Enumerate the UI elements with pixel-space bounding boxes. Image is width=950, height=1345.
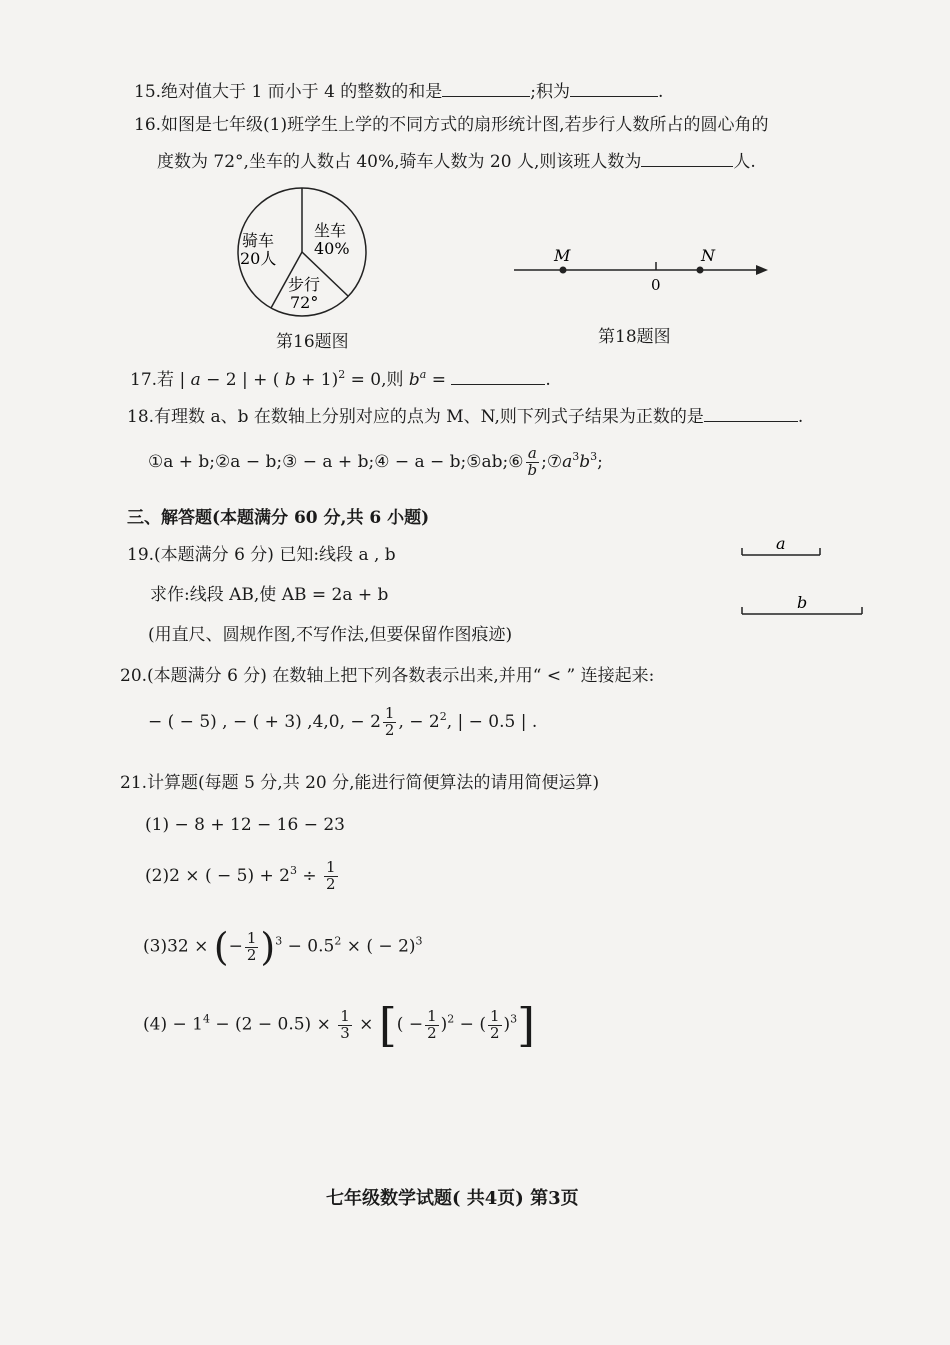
q18-end: . (797, 407, 804, 427)
figure-16-caption: 第16题图 (276, 332, 349, 352)
q18-fraction-a-over-b: $\frac{a}{b}$ (527, 444, 538, 479)
question-18 (127, 405, 803, 427)
q17-end: . (545, 370, 551, 390)
point-m (560, 267, 567, 274)
q20-nums-pre: − ( − 5) , − ( + 3) ,4,0, − 2 (148, 711, 381, 732)
label-zero: 0 (651, 276, 661, 294)
numberline-arrow (756, 265, 768, 275)
q17-prefix: 17.若 (130, 370, 175, 390)
q20-nums-post-a: , − 2 (398, 711, 440, 732)
page-footer: 七年级数学试题( 共4页) 第3页 (326, 1188, 579, 1209)
q17-eq: = 0,则 (350, 370, 404, 390)
q18-options: ①a + b;②a − b;③ − a + b;④ − a − b;⑤ab;⑥ $\frac{a}{b}$ $;⑦a^3b^3$; (148, 444, 603, 479)
q16-text: 度数为 72°,坐车的人数占 40%,骑车人数为 20 人,则该班人数为 (157, 152, 642, 172)
q18-text: 18.有理数 a、b 在数轴上分别对应的点为 M、N,则下列式子结果为正数的是 (127, 407, 704, 427)
pie-value-bike: 20人 (240, 249, 277, 268)
q18-blank[interactable] (704, 405, 798, 422)
question-20-numbers: − ( − 5) , − ( + 3) ,4,0, − 2 $\frac{1}{2}$ , − $2^2$, | − 0.5 | . (148, 704, 538, 739)
segment-a-label: a (776, 534, 786, 553)
question-19-line1: 19.(本题满分 6 分) 已知:线段 a , b (127, 545, 396, 565)
question-19-line3: (用直尺、圆规作图,不写作法,但要保留作图痕迹) (148, 625, 513, 645)
question-19-line2: 求作:线段 AB,使 AB = 2a + b (150, 585, 389, 605)
question-16-line2 (157, 150, 756, 172)
q21-p2-mid: ÷ (296, 865, 323, 886)
point-n (697, 267, 704, 274)
q15-end: . (658, 82, 664, 102)
q21-p3-open-paren: ( (213, 925, 229, 969)
q21-part-4: $(4) - 1^4 - (2 - 0.5)$ × $\frac{1}{3}$ × [( − $\frac{1}{2}$ )$^2$ − ( $\frac{1}{2}$ )$^3$] (143, 998, 536, 1052)
q21-p4-mid: − (2 − 0.5) × (209, 1014, 337, 1035)
pie-label-car: 坐车 (314, 221, 347, 240)
pie-figure (232, 184, 382, 324)
q21-p3-fraction: $\frac{1}{2}$ (246, 928, 257, 964)
q21-p4-pre: (4) − 1 (143, 1014, 203, 1035)
figure-18-caption: 第18题图 (598, 327, 671, 347)
pie-label-bike: 骑车 (242, 231, 275, 250)
q18-option-3: ③ − a + b; (282, 451, 375, 472)
q20-nums-post-b: , | − 0.5 | . (446, 711, 538, 732)
q21-p3-post: − 0.5 (282, 936, 335, 957)
q21-part-1: (1) − 8 + 12 − 16 − 23 (145, 815, 345, 835)
q21-p3-pre: (3)32 × (143, 936, 209, 957)
section-3-heading: 三、解答题(本题满分 60 分,共 6 小题) (127, 508, 430, 528)
q15-text: 15.绝对值大于 1 而小于 4 的整数的和是 (134, 82, 443, 102)
question-15 (134, 80, 663, 102)
q21-p2-fraction: $\frac{1}{2}$ (326, 858, 336, 893)
question-20-line1: 20.(本题满分 6 分) 在数轴上把下列各数表示出来,并用“ < ” 连接起来: (120, 666, 655, 686)
q18-option-2: ②a − b; (215, 451, 283, 472)
q15-blank-sum[interactable] (442, 80, 530, 97)
q18-option-6: ⑥ (508, 451, 524, 472)
q15-mid: ;积为 (530, 82, 571, 102)
q20-fraction-half: $\frac{1}{2}$ (384, 704, 395, 739)
q21-p4-fraction-half-1: $\frac{1}{2}$ (427, 1006, 437, 1042)
q16-blank[interactable] (641, 150, 733, 167)
question-21-heading: 21.计算题(每题 5 分,共 20 分,能进行简便算法的请用简便运算) (120, 773, 600, 793)
question-17: 17.若 | a − 2 | + ( b + 1)$^2$ = 0,则 $b^a$ = . (130, 368, 551, 390)
q21-p2-pre: (2)2 × ( − 5) + 2 (145, 865, 290, 886)
label-n: N (701, 246, 715, 265)
segment-b-label: b (797, 593, 808, 612)
q21-part-3: (3)32 × (− $\frac{1}{2}$ )$^3 - 0.5^2$ × ( − 2)$^3$ (143, 925, 423, 969)
segments-figure (736, 534, 871, 624)
q21-p4-open-bracket: [ (378, 998, 397, 1052)
question-16-line1: 16.如图是七年级(1)班学生上学的不同方式的扇形统计图,若步行人数所占的圆心角的 (134, 115, 769, 135)
label-m: M (554, 246, 571, 265)
q15-blank-product[interactable] (570, 80, 658, 97)
q17-blank[interactable] (451, 368, 545, 385)
numberline-18 (510, 242, 775, 297)
pie-value-walk: 72° (290, 293, 319, 312)
q21-part-2: (2)2 × ( − $5) + 2^3$ ÷ $\frac{1}{2}$ (145, 858, 336, 893)
q21-p4-fraction-half-2: $\frac{1}{2}$ (489, 1006, 500, 1042)
q18-option-5: ⑤ab; (466, 451, 509, 472)
pie-label-walk: 步行 (288, 275, 321, 294)
q21-p4-times: × (353, 1014, 379, 1035)
q21-p3-close-paren: ) (260, 925, 276, 969)
q18-option-1: ①a + b; (148, 451, 216, 472)
q21-p3-tail: × ( − 2) (341, 936, 416, 957)
q18-option-4: ④ − a − b; (374, 451, 467, 472)
q16-end: 人. (733, 152, 756, 172)
q21-p4-fraction-third: $\frac{1}{3}$ (340, 1006, 350, 1042)
q21-p4-close-bracket: ] (517, 998, 536, 1052)
pie-value-car: 40% (314, 239, 350, 258)
